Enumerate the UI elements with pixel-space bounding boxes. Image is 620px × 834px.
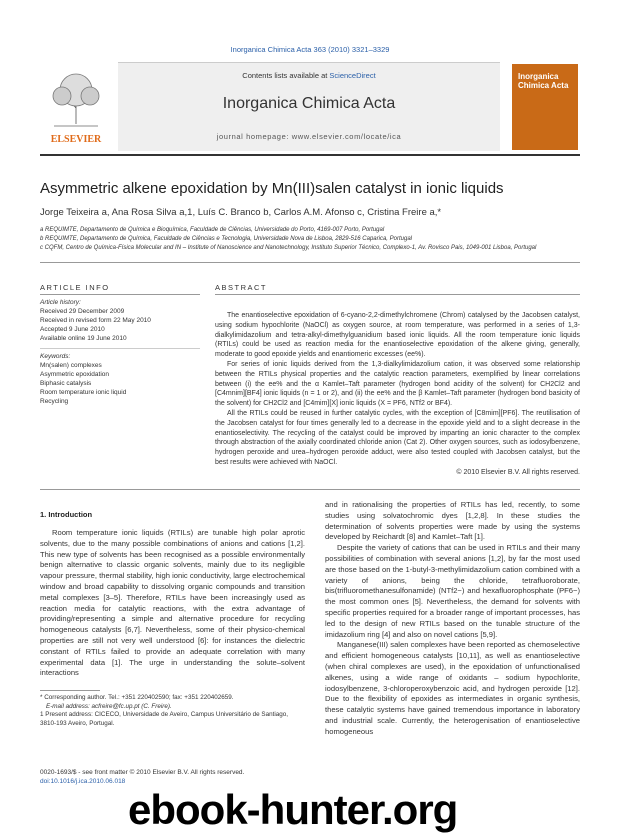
article-info-heading: ARTICLE INFO	[40, 283, 110, 292]
section-title: 1. Introduction	[40, 510, 93, 519]
keyword-item: Asymmetric epoxidation	[40, 371, 109, 378]
sciencedirect-link[interactable]: ScienceDirect	[329, 71, 376, 80]
keyword-item: Biphasic catalysis	[40, 380, 92, 387]
keywords-list	[40, 352, 205, 406]
affiliation-c: c CQFM, Centro de Química-Física Molecular and IN – Institute of Nanoscience and Nanotechnology, Instituto Superior Técnico, Complexo-1, Av. Rovisco Pais, 1049-001 Lisboa, Portugal	[40, 245, 537, 251]
abstract-paragraph: The enantioselective epoxidation of 6-cyano-2,2-dimethylchromene (Chrom) catalysed by the Jacobsen catalyst, using sodium hypochlorite (NaOCl) as oxygen source, at room temperature, was performed in a series of 1,3-dialkylimidazolium and tetra-alkyl-dimethylguanidium based ionic liquids. All the room temperature ionic liquids (RTILs) could be used as reaction media for the enantioselective epoxidation of the alkene giving, generally, moderate to good epoxide yields and enantiomeric excesses (ee%).	[215, 312, 580, 359]
elsevier-logo	[40, 64, 112, 150]
author-list: Jorge Teixeira a, Ana Rosa Silva a,1, Luís C. Branco b, Carlos A.M. Afonso c, Cristina Freire a,*	[40, 207, 442, 218]
keyword-item: Room temperature ionic liquid	[40, 389, 127, 396]
journal-cover-image	[512, 64, 578, 150]
history-label: Article history:	[40, 299, 81, 306]
history-accepted: Accepted 9 June 2010	[40, 326, 105, 333]
abstract-body	[215, 311, 580, 478]
footnote-present-address: 1 Present address: CICECO, Universidade de Aveiro, Campus Universitário de Santiago, 3810-193 Aveiro, Portugal.	[40, 711, 289, 727]
abstract-rule	[215, 294, 580, 295]
journal-name: Inorganica Chimica Acta	[222, 95, 396, 112]
keyword-item: Mn(salen) complexes	[40, 362, 102, 369]
contents-prefix: Contents lists available at	[242, 71, 330, 80]
body-paragraph: and in rationalising the properties of RTILs has led, recently, to some studies using solvatochromic dyes [1,2,8]. In these studies the determination of solvents properties were made by using the systems developed by Reichardt [8] and Kamlet–Taft [1].	[325, 500, 580, 542]
footnote-rule	[40, 690, 100, 691]
affiliation-a: a REQUIMTE, Departamento de Química e Bioquímica, Faculdade de Ciências, Universidade do Porto, 4169-007 Porto, Portugal	[40, 227, 385, 233]
abstract-paragraph: All the RTILs could be reused in further catalytic cycles, with the exception of [C8mim][PF6]. The reutilisation of the Jacobsen catalyst for four times generally led to a decrease in the epoxide yield and to a slight decrease in the enantioselectivity. The recycling of the catalyst could be improved by imparting an ionic character to the complex through abstraction of the axially coordinated chloride anion (Cat 2). Other oxygen sources, such as iodosylbenzene, hydrogen peroxide and urea–hydrogen peroxide adduct, were also tested coupled with Jacobsen catalyst, but the best results were achieved with NaOCl.	[215, 409, 580, 466]
footnote-corresponding: * Corresponding author. Tel.: +351 220402590; fax: +351 220402659.	[40, 694, 234, 701]
article-info-rule	[40, 294, 200, 295]
cover-title: Inorganica Chimica Acta	[518, 72, 569, 90]
abstract-divider	[40, 489, 580, 490]
abstract-paragraph: For series of ionic liquids derived from the 1,3-dialkylimidazolium cation, it was observed some relationship between the RTILs physical properties and the catalytic reaction parameters, exemplified by linear correlations between (i) the ee% and the α Kamlet–Taft parameter (hydrogen bond acidity of the solvent) for CH2Cl2 and [C4mnim][BF4] ionic liquids (n = 1 or 2), and (ii) the ee% and the β Kamlet–Taft parameter (hydrogen bond basicity of the solvent) for CH2Cl2 and [C4mim][X] ionic liquids (X = PF6, NTf2 or BF4).	[215, 360, 580, 408]
journal-reference[interactable]: Inorganica Chimica Acta 363 (2010) 3321–3329	[230, 45, 390, 54]
footer-doi[interactable]: doi:10.1016/j.ica.2010.06.018	[40, 778, 126, 785]
page-footer	[40, 768, 340, 786]
abstract-copyright: © 2010 Elsevier B.V. All rights reserved.	[456, 468, 580, 476]
footnote-email[interactable]: E-mail address: acfreire@fc.up.pt (C. Freire).	[46, 702, 172, 710]
footnotes	[40, 694, 305, 728]
abstract-heading: ABSTRACT	[215, 283, 268, 292]
affiliation-divider	[40, 262, 580, 263]
history-received: Received 29 December 2009	[40, 308, 125, 315]
body-right-column	[325, 500, 580, 738]
body-left-column	[40, 528, 305, 679]
affiliation-b: b REQUIMTE, Departamento de Química, Faculdade de Ciências e Tecnologia, Universidade Nova de Lisboa, 2829-516 Caparica, Portugal	[40, 236, 412, 242]
history-online: Available online 19 June 2010	[40, 335, 127, 342]
body-paragraph: Room temperature ionic liquids (RTILs) are tunable high polar aprotic solvents, due to the many possible combinations of anions and cations [1,2]. This new type of solvents has been recognised as a possible environmentally benign alternative to classic organic solvents, mainly due to its negligible vapour pressure, thermal stability, high ionic conductivity, large electrochemical window and broad capability to dissolving organic compounds and transition metal complexes [3–5]. Therefore, RTILs have been increasingly used as reaction media for catalytic reactions, with the extra advantage of providing/representing a simple and alternative procedure for recycling homogeneous catalysts [6,7]. Nevertheless, some of their physico-chemical properties are still not very well understood [6]: for instances the dielectric constant of RTILs failed to provide an adequate correlation with many experimental data [1]. The urge in understanding the solute–solvent interactions	[40, 528, 305, 678]
watermark-text: ebook-hunter.org	[128, 786, 458, 833]
footer-front-matter: 0020-1693/$ - see front matter © 2010 Elsevier B.V. All rights reserved.	[40, 769, 245, 776]
body-paragraph: Despite the variety of cations that can be used in RTILs and their many possibilities of combination with several anions [1,2], by far the most used are those based on the 1-butyl-3-methylimidazolium cation combined with a variety of anions, being the chloride, tetrafluoroborate, bis(trifluoromethanesulfonamide) (NTf2−) and hexafluorophosphate (PF6−) the most common ones [5]. Nevertheless, the demand for solvents with specific properties required for a broader range of important processes, has led to the design of new RTILs based on the tunable structure of the imidazolium ring [4] and also on novel cations [5,9].	[325, 543, 580, 639]
journal-homepage[interactable]: journal homepage: www.elsevier.com/locate/ica	[216, 132, 402, 141]
article-history	[40, 298, 205, 343]
body-paragraph: Manganese(III) salen complexes have been reported as chemoselective and efficient homogeneous catalysts [10,11], as well as enantioselective (when chiral complexes are used), in the epoxidation of unfunctionalised alkenes, using a wide range of oxidants – sodium hypochlorite, iodosylbenzene, 3-chloroperoxybenzoic acid, and hydrogen peroxide [12]. Due to the flexibility of epoxides as intermediates in organic synthesis, these catalytic systems have gained tremendous importance in laboratory and industrial scale. Currently, the heterogenisation of enantioselective homogeneous	[325, 640, 580, 736]
keywords-label: Keywords:	[40, 353, 71, 360]
header-rule	[40, 154, 580, 156]
history-revised: Received in revised form 22 May 2010	[40, 317, 151, 324]
keyword-item: Recycling	[40, 398, 69, 405]
article-title: Asymmetric alkene epoxidation by Mn(III)salen catalyst in ionic liquids	[40, 180, 504, 197]
keywords-rule	[40, 348, 200, 349]
contents-line	[118, 71, 500, 80]
elsevier-logo-text: ELSEVIER	[50, 134, 102, 145]
